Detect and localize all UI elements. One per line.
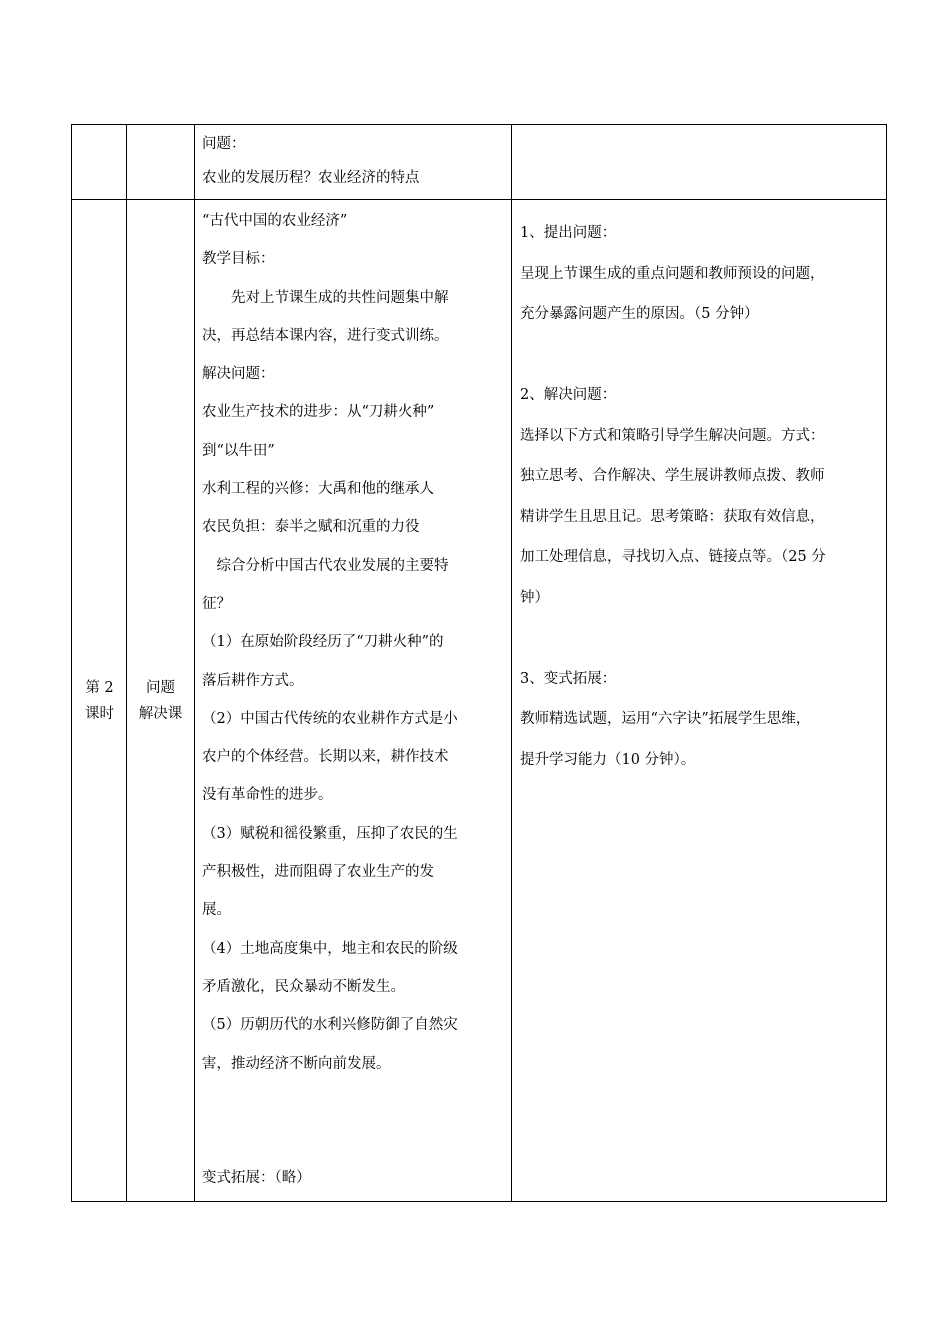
text-line: 钟） bbox=[520, 589, 549, 606]
row1-content-cell bbox=[202, 127, 507, 195]
text-line: 农业生产技术的进步：从“刀耕火种” bbox=[202, 404, 435, 421]
text-line: 充分暴露问题产生的原因。（5 分钟） bbox=[520, 306, 759, 322]
lesson-type-cell bbox=[127, 200, 194, 1201]
text-line: 征？ bbox=[202, 595, 231, 612]
text-line: 2、解决问题： bbox=[520, 387, 617, 403]
text-line: 水利工程的兴修：大禹和他的继承人 bbox=[202, 481, 434, 498]
text-line: （2）中国古代传统的农业耕作方式是小 bbox=[202, 710, 458, 727]
text-line: 变式拓展：（略） bbox=[202, 1170, 311, 1187]
text-line: 教师精选试题，运用“六字诀”拓展学生思维， bbox=[520, 711, 811, 727]
text-line bbox=[520, 335, 880, 376]
period-line-2: 课时 bbox=[85, 705, 114, 722]
text-line: 教学目标： bbox=[202, 251, 275, 268]
text-line bbox=[520, 618, 880, 659]
period-line-1: 第 2 bbox=[85, 679, 114, 696]
text-line: 加工处理信息，寻找切入点、链接点等。（25 分 bbox=[520, 549, 826, 565]
text-line: 害，推动经济不断向前发展。 bbox=[202, 1055, 391, 1072]
period-cell bbox=[73, 200, 126, 1201]
text-line: 农民负担：泰半之赋和沉重的力役 bbox=[202, 519, 420, 536]
text-line: 精讲学生且思且记。思考策略：获取有效信息， bbox=[520, 508, 825, 525]
text-line: 综合分析中国古代农业发展的主要特 bbox=[202, 557, 449, 574]
text-line: 呈现上节课生成的重点问题和教师预设的问题， bbox=[520, 265, 825, 282]
lesson-plan-table bbox=[71, 124, 887, 1202]
text-line: 没有革命性的进步。 bbox=[202, 787, 333, 804]
text-line: 农业的发展历程？农业经济的特点 bbox=[202, 170, 420, 186]
text-line: （4）土地高度集中，地主和农民的阶级 bbox=[202, 940, 458, 957]
text-line: 1、提出问题： bbox=[520, 225, 617, 241]
lesson-type-line-1: 问题 bbox=[146, 679, 175, 696]
text-line: 矛盾激化，民众暴动不断发生。 bbox=[202, 978, 405, 995]
text-line: 3、变式拓展： bbox=[520, 670, 617, 687]
text-line: 提升学习能力（10 分钟）。 bbox=[520, 751, 696, 768]
text-line: 农户的个体经营。长期以来，耕作技术 bbox=[202, 749, 449, 766]
lesson-type-line-2: 解决课 bbox=[138, 705, 183, 722]
text-line: （5）历朝历代的水利兴修防御了自然灾 bbox=[202, 1017, 458, 1034]
text-line: 问题： bbox=[202, 136, 246, 152]
column-divider bbox=[194, 125, 195, 1201]
row-divider bbox=[72, 199, 886, 200]
text-line: 到“以牛田” bbox=[202, 442, 275, 459]
text-line: 解决问题： bbox=[202, 366, 275, 383]
column-divider bbox=[511, 125, 512, 1201]
row2-content-cell bbox=[202, 202, 507, 1198]
text-line: 产积极性，进而阻碍了农业生产的发 bbox=[202, 864, 434, 881]
text-line: 决，再总结本课内容，进行变式训练。 bbox=[202, 327, 449, 344]
text-line: 独立思考、合作解决、学生展讲教师点拨、教师 bbox=[520, 468, 825, 484]
text-line: “古代中国的农业经济” bbox=[202, 213, 348, 229]
text-line: （3）赋税和徭役繁重，压抑了农民的生 bbox=[202, 825, 458, 842]
text-line: 先对上节课生成的共性问题集中解 bbox=[202, 289, 449, 306]
text-line: 展。 bbox=[202, 902, 231, 919]
text-line: （1）在原始阶段经历了“刀耕火种”的 bbox=[202, 634, 444, 651]
text-line bbox=[202, 1121, 507, 1159]
text-line bbox=[202, 1083, 507, 1121]
text-line: 落后耕作方式。 bbox=[202, 672, 304, 689]
row2-notes-cell bbox=[520, 213, 880, 780]
text-line: 选择以下方式和策略引导学生解决问题。方式： bbox=[520, 427, 825, 444]
